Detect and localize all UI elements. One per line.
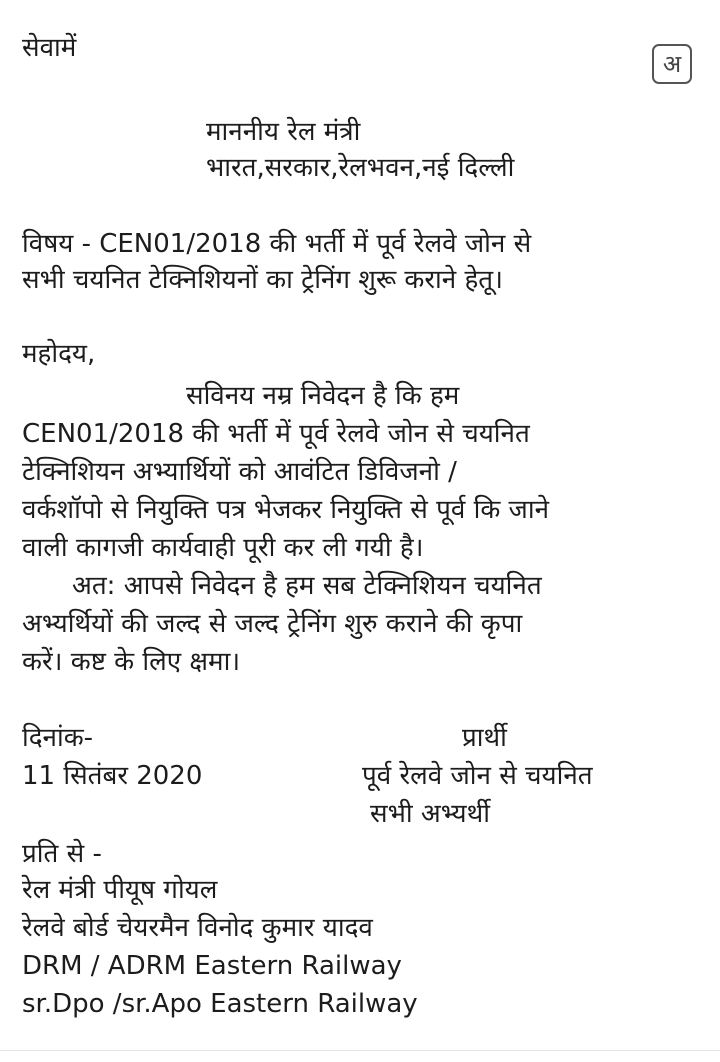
date-value: 11 सितंबर 2020: [22, 761, 203, 791]
date-label: दिनांक-: [22, 723, 94, 753]
applicant-line-2: सभी अभ्यर्थी: [370, 799, 490, 829]
body-line-5: वाली कागजी कार्यवाही पूरी कर ली गयी है।: [22, 533, 424, 563]
body-line-3: टेक्निशियन अभ्यार्थियों को आवंटित डिविजनो /: [22, 457, 457, 487]
body-line-2: CEN01/2018 की भर्ती में पूर्व रेलवे जोन से चयनित: [22, 419, 530, 449]
addressee-line-1: माननीय रेल मंत्री: [206, 117, 361, 147]
copy-to-label: प्रति से -: [22, 839, 102, 869]
subject-line-2: सभी चयनित टेक्निशियनों का ट्रेनिंग शुरू कराने हेतू।: [22, 265, 503, 295]
bottom-divider: [0, 1050, 720, 1051]
salutation-to: सेवामें: [22, 33, 77, 63]
addressee-line-2: भारत,सरकार,रेलभवन,नई दिल्ली: [206, 153, 515, 183]
body-line-1: सविनय नम्र निवेदन है कि हम: [186, 381, 460, 411]
language-toggle-icon[interactable]: अ: [652, 44, 692, 84]
copy-to-item: sr.Dpo /sr.Apo Eastern Railway: [22, 989, 418, 1019]
applicant-label: प्रार्थी: [462, 723, 507, 753]
copy-to-item: रेल मंत्री पीयूष गोयल: [22, 875, 218, 905]
applicant-line-1: पूर्व रेलवे जोन से चयनित: [362, 761, 593, 791]
body-line-6: अत: आपसे निवेदन है हम सब टेक्निशियन चयनित: [72, 571, 542, 601]
copy-to-item: DRM / ADRM Eastern Railway: [22, 951, 402, 981]
copy-to-item: रेलवे बोर्ड चेयरमैन विनोद कुमार यादव: [22, 913, 373, 943]
greeting: महोदय,: [22, 339, 96, 369]
body-line-7: अभ्यर्थियों की जल्द से जल्द ट्रेनिंग शुरु कराने की कृपा: [22, 609, 523, 639]
body-line-8: करें। कष्ट के लिए क्षमा।: [22, 647, 241, 677]
body-line-4: वर्कशॉपो से नियुक्ति पत्र भेजकर नियुक्ति से पूर्व कि जाने: [22, 495, 550, 525]
subject-line-1: विषय - CEN01/2018 की भर्ती में पूर्व रेलवे जोन से: [22, 229, 532, 259]
